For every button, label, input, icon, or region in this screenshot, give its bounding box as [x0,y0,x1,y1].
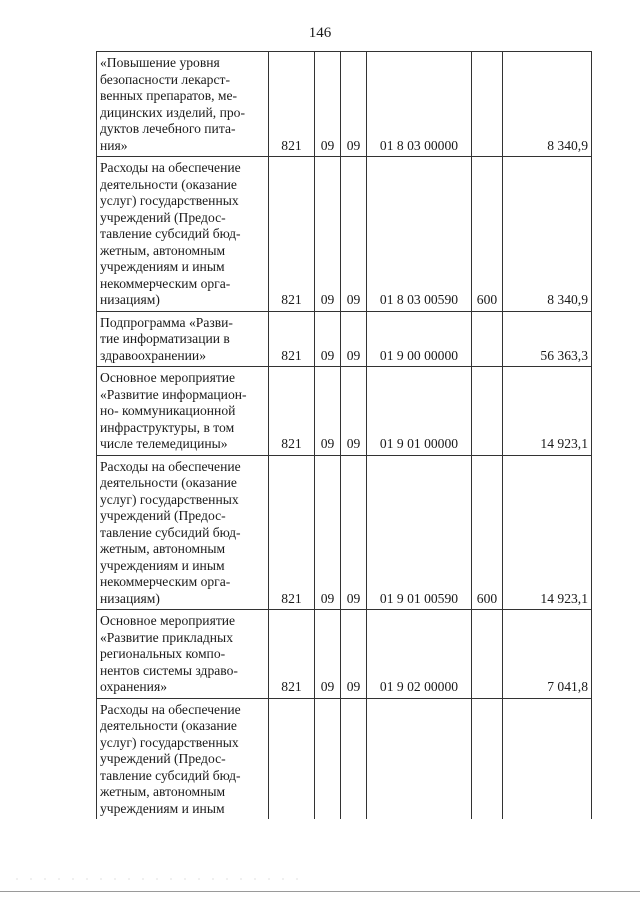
table-row [97,52,592,157]
amount-cell: 14 923,1 [503,455,592,610]
section-code-cell: 09 [315,367,341,456]
expense-type-cell [472,367,503,456]
table-row [97,311,592,367]
section-code-cell: 09 [315,455,341,610]
table-row [97,367,592,456]
section-code-cell [315,698,341,819]
expense-name-cell: Расходы на обеспечение деятельности (оказание услуг) государственных учреждений (Предос- тавление субсидий бюд- жетным, автономным учреждениям и иным некоммерческим орга- низациям) [97,157,269,312]
scan-noise [10,876,310,882]
admin-code-cell: 821 [269,52,315,157]
target-article-cell [367,698,472,819]
target-article-cell: 01 8 03 00000 [367,52,472,157]
admin-code-cell: 821 [269,455,315,610]
expense-type-cell [472,311,503,367]
page-number: 146 [308,25,332,41]
table-row [97,698,592,819]
expense-type-cell [472,610,503,699]
subsection-code-cell: 09 [341,455,367,610]
expense-type-cell: 600 [472,157,503,312]
expense-name-cell: Расходы на обеспечение деятельности (оказание услуг) государственных учреждений (Предос- тавление субсидий бюд- жетным, автономным учреждениям и иным [97,698,269,819]
amount-cell: 8 340,9 [503,157,592,312]
expense-name-cell: Основное мероприятие «Развитие прикладных региональных компо- нентов системы здраво- охранения» [97,610,269,699]
table-row [97,610,592,699]
amount-cell [503,698,592,819]
budget-table-body [97,52,592,820]
section-code-cell: 09 [315,311,341,367]
section-code-cell: 09 [315,157,341,312]
budget-table [96,51,592,819]
target-article-cell: 01 8 03 00590 [367,157,472,312]
target-article-cell: 01 9 01 00590 [367,455,472,610]
section-code-cell: 09 [315,52,341,157]
target-article-cell: 01 9 00 00000 [367,311,472,367]
admin-code-cell: 821 [269,367,315,456]
expense-name-cell: «Повышение уровня безопасности лекарст- венных препаратов, ме- дицинских изделий, про- дуктов лечебного пита- ния» [97,52,269,157]
amount-cell: 7 041,8 [503,610,592,699]
expense-name-cell: Подпрограмма «Разви- тие информатизации в здравоохранении» [97,311,269,367]
subsection-code-cell: 09 [341,610,367,699]
section-code-cell: 09 [315,610,341,699]
expense-name-cell: Основное мероприятие «Развитие информацион- но- коммуникационной инфраструктуры, в том числе телемедицины» [97,367,269,456]
table-row [97,157,592,312]
table-row [97,455,592,610]
amount-cell: 8 340,9 [503,52,592,157]
subsection-code-cell [341,698,367,819]
subsection-code-cell: 09 [341,367,367,456]
expense-type-cell [472,52,503,157]
subsection-code-cell: 09 [341,311,367,367]
amount-cell: 56 363,3 [503,311,592,367]
expense-type-cell: 600 [472,455,503,610]
subsection-code-cell: 09 [341,157,367,312]
subsection-code-cell: 09 [341,52,367,157]
amount-cell: 14 923,1 [503,367,592,456]
admin-code-cell: 821 [269,157,315,312]
expense-type-cell [472,698,503,819]
page-bottom-edge [0,891,640,892]
target-article-cell: 01 9 01 00000 [367,367,472,456]
admin-code-cell: 821 [269,610,315,699]
expense-name-cell: Расходы на обеспечение деятельности (оказание услуг) государственных учреждений (Предос- тавление субсидий бюд- жетным, автономным учреждениям и иным некоммерческим орга- низациям) [97,455,269,610]
target-article-cell: 01 9 02 00000 [367,610,472,699]
admin-code-cell: 821 [269,311,315,367]
admin-code-cell [269,698,315,819]
